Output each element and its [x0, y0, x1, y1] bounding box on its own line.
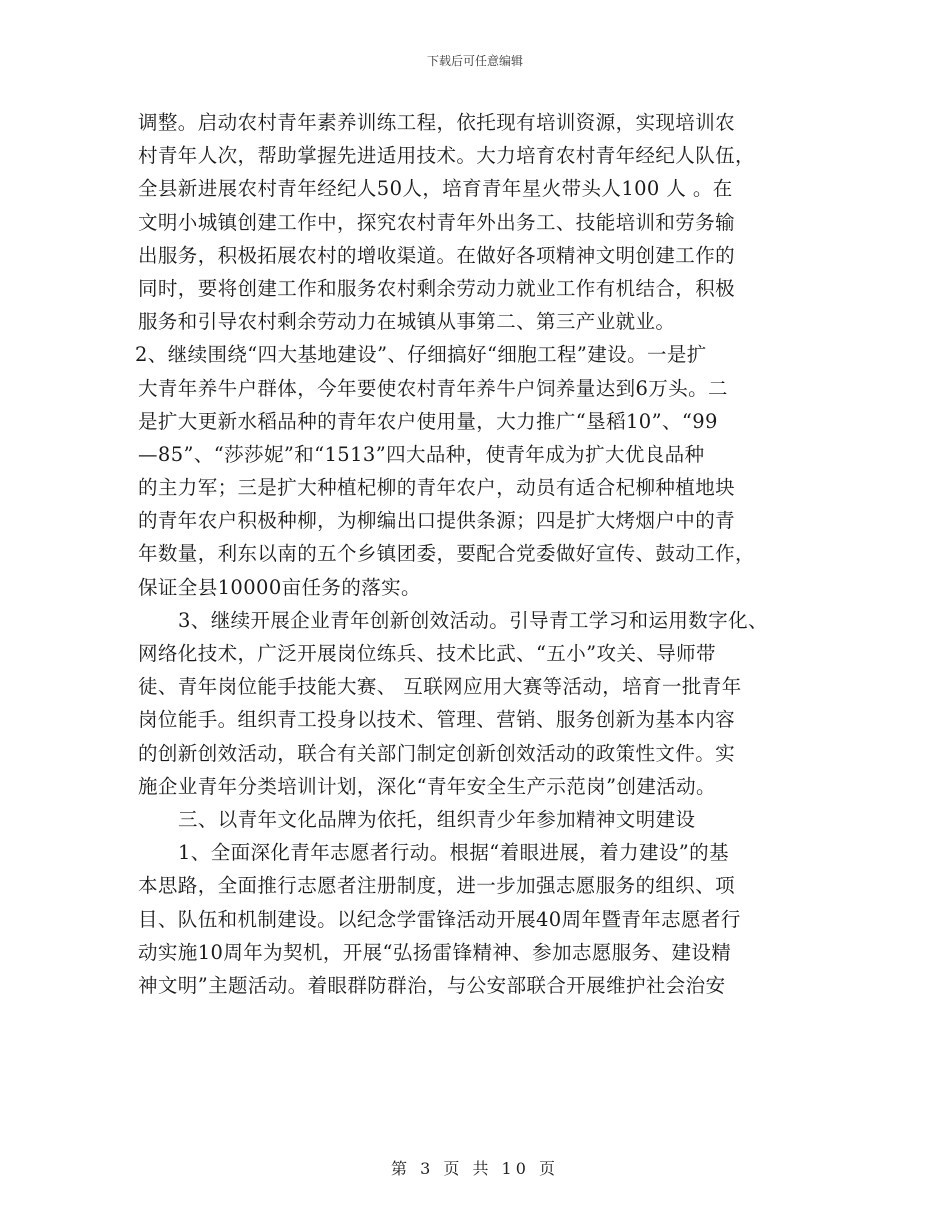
text-line: 1、全面深化青年志愿者行动。根据“着眼进展，着力建设”的基: [178, 841, 729, 865]
text-line: 施企业青年分类培训计划，深化“青年安全生产示范岗”创建活动。: [138, 774, 716, 798]
text-line: 的创新创效活动，联合有关部门制定创新创效活动的政策性文件。实: [138, 741, 736, 765]
text-line: 大青年养牛户群体，今年要使农村青年养牛户饲养量达到6万头。二: [138, 376, 728, 400]
text-line: 出服务，积极拓展农村的增收渠道。在做好各项精神文明创建工作的: [138, 243, 736, 267]
text-line: 是扩大更新水稻品种的青年农户使用量，大力推广“垦稻10”、“99: [138, 409, 718, 433]
text-line: 徒、青年岗位能手技能大赛、 互联网应用大赛等活动，培育一批青年: [138, 675, 742, 699]
document-body: [135, 106, 818, 1002]
text-line: 动实施10周年为契机，开展“弘扬雷锋精神、参加志愿服务、建设精: [138, 940, 732, 964]
text-line: 同时，要将创建工作和服务农村剩余劳动力就业工作有机结合，积极: [138, 276, 736, 300]
text-line: 年数量，利东以南的五个乡镇团委，要配合党委做好宣传、鼓动工作，: [138, 542, 755, 566]
text-line: 保证全县10000亩任务的落实。: [138, 575, 421, 599]
text-line: 的主力军；三是扩大种植杞柳的青年农户，动员有适合杞柳种植地块: [138, 476, 736, 500]
text-line: 的青年农户积极种柳，为柳编出口提供条源；四是扩大烤烟户中的青: [138, 509, 736, 533]
text-line: 本思路，全面推行志愿者注册制度，进一步加强志愿服务的组织、项: [138, 874, 736, 898]
text-line: 3、继续开展企业青年创新创效活动。引导青工学习和运用数字化、: [178, 608, 768, 632]
section-heading: 三、以青年文化品牌为依托，组织青少年参加精神文明建设: [178, 807, 696, 831]
text-line: 岗位能手。组织青工投身以技术、管理、营销、服务创新为基本内容: [138, 708, 736, 732]
text-line: 神文明”主题活动。着眼群防群治，与公安部联合开展维护社会治安: [138, 973, 726, 997]
page-header: 下载后可任意编辑: [426, 54, 523, 68]
page-footer: 第 3 页 共 10 页: [391, 1159, 559, 1178]
text-line: 调整。启动农村青年素养训练工程，依托现有培训资源，实现培训农: [138, 111, 736, 134]
text-line: 2、继续围绕“四大基地建设”、仔细搞好“细胞工程”建设。一是扩: [135, 343, 707, 367]
text-line: 服务和引导农村剩余劳动力在城镇从事第二、第三产业就业。: [138, 310, 676, 334]
text-line: 文明小城镇创建工作中，探究农村青年外出务工、技能培训和劳务输: [138, 210, 736, 234]
text-line: 网络化技术，广泛开展岗位练兵、技术比武、“五小”攻关、导师带: [138, 642, 716, 665]
text-line: 全县新进展农村青年经纪人50人，培育青年星火带头人100 人 。在: [138, 177, 733, 201]
text-line: 目、队伍和机制建设。以纪念学雷锋活动开展40周年暨青年志愿者行: [138, 907, 741, 931]
text-line: 村青年人次，帮助掌握先进适用技术。大力培育农村青年经纪人队伍，: [138, 144, 755, 168]
text-line: —85”、“莎莎妮”和“1513”四大品种，使青年成为扩大优良品种: [138, 442, 705, 466]
